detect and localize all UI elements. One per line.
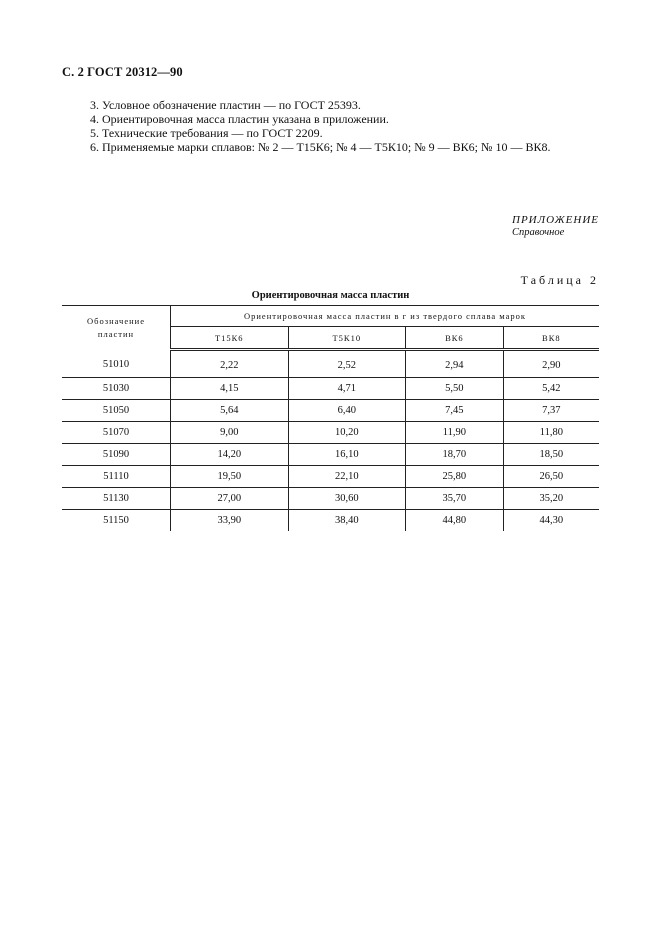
mass-value-cell: 2,90 <box>503 350 599 378</box>
mass-value-cell: 6,40 <box>288 400 406 422</box>
mass-value-cell: 5,42 <box>503 378 599 400</box>
mass-value-cell: 26,50 <box>503 466 599 488</box>
mass-table <box>62 305 599 531</box>
mass-value-cell: 18,70 <box>406 444 504 466</box>
mass-value-cell: 44,30 <box>539 515 564 526</box>
grade-group-header: Ориентировочная масса пластин в г из твердого сплава марок <box>171 306 600 327</box>
grade-column-header: Т15К6 <box>171 327 289 350</box>
designation-column-header <box>62 306 171 350</box>
table-row <box>62 400 599 422</box>
note-item: 5. Технические требования — по ГОСТ 2209. <box>90 126 323 140</box>
table-row <box>62 510 599 532</box>
mass-value-cell: 14,20 <box>171 444 289 466</box>
grade-column-header: Т5К10 <box>288 327 406 350</box>
mass-value-cell: 5,50 <box>406 378 504 400</box>
designation-cell: 51010 <box>62 350 171 378</box>
designation-cell: 51030 <box>62 378 171 400</box>
appendix-title: ПРИЛОЖЕНИЕ <box>512 214 599 226</box>
mass-value-cell: 4,71 <box>288 378 406 400</box>
mass-value-cell: 9,00 <box>171 422 289 444</box>
table-body <box>62 350 599 532</box>
notes-list <box>90 98 550 154</box>
mass-value-cell: 35,20 <box>503 488 599 510</box>
designation-cell: 51130 <box>62 488 171 510</box>
mass-value-cell: 7,45 <box>406 400 504 422</box>
designation-cell: 51150 <box>62 510 171 532</box>
mass-value-cell: 2,94 <box>406 350 504 378</box>
mass-value-cell: 30,60 <box>288 488 406 510</box>
mass-value-cell: 18,50 <box>503 444 599 466</box>
note-item: 4. Ориентировочная масса пластин указана в приложении. <box>90 112 389 126</box>
mass-value-cell: 11,80 <box>503 422 599 444</box>
mass-value-cell: 27,00 <box>171 488 289 510</box>
designation-cell: 51050 <box>62 400 171 422</box>
note-item: 3. Условное обозначение пластин — по ГОСТ 25393. <box>90 98 361 112</box>
note-item: 6. Применяемые марки сплавов: № 2 — Т15К6; № 4 — Т5К10; № 9 — ВК6; № 10 — ВК8. <box>90 140 551 154</box>
table-row <box>62 444 599 466</box>
designation-cell: 51090 <box>62 444 171 466</box>
designation-header-line: Обозначение <box>87 315 145 326</box>
mass-value-cell: 10,20 <box>288 422 406 444</box>
appendix-heading <box>512 214 599 238</box>
mass-value-cell: 19,50 <box>171 466 289 488</box>
table-row <box>62 488 599 510</box>
grade-column-header: ВК6 <box>406 327 504 350</box>
mass-value-cell: 33,90 <box>171 510 289 532</box>
mass-value-cell: 4,15 <box>171 378 289 400</box>
mass-value-cell: 38,40 <box>288 510 406 532</box>
mass-value-cell: 7,37 <box>503 400 599 422</box>
mass-value-cell: 22,10 <box>288 466 406 488</box>
table-number-label: Таблица 2 <box>520 273 599 287</box>
mass-value-cell: 11,90 <box>406 422 504 444</box>
appendix-subtitle: Справочное <box>512 227 565 238</box>
table-row <box>62 422 599 444</box>
table-title: Ориентировочная масса пластин <box>251 290 410 301</box>
page-header: С. 2 ГОСТ 20312—90 <box>62 65 183 79</box>
table-row <box>62 466 599 488</box>
table-row <box>62 350 599 378</box>
mass-value-cell: 5,64 <box>171 400 289 422</box>
designation-cell: 51110 <box>62 466 171 488</box>
mass-value-cell: 44,80 <box>406 510 504 532</box>
table-row <box>62 378 599 400</box>
mass-value-cell: 2,52 <box>288 350 406 378</box>
mass-value-cell: 2,22 <box>171 350 289 378</box>
mass-value-cell: 25,80 <box>406 466 504 488</box>
mass-value-cell: 16,10 <box>288 444 406 466</box>
grade-column-header: ВК8 <box>503 327 599 350</box>
designation-cell: 51070 <box>62 422 171 444</box>
designation-header-line: пластин <box>97 328 135 339</box>
mass-value-cell: 35,70 <box>406 488 504 510</box>
